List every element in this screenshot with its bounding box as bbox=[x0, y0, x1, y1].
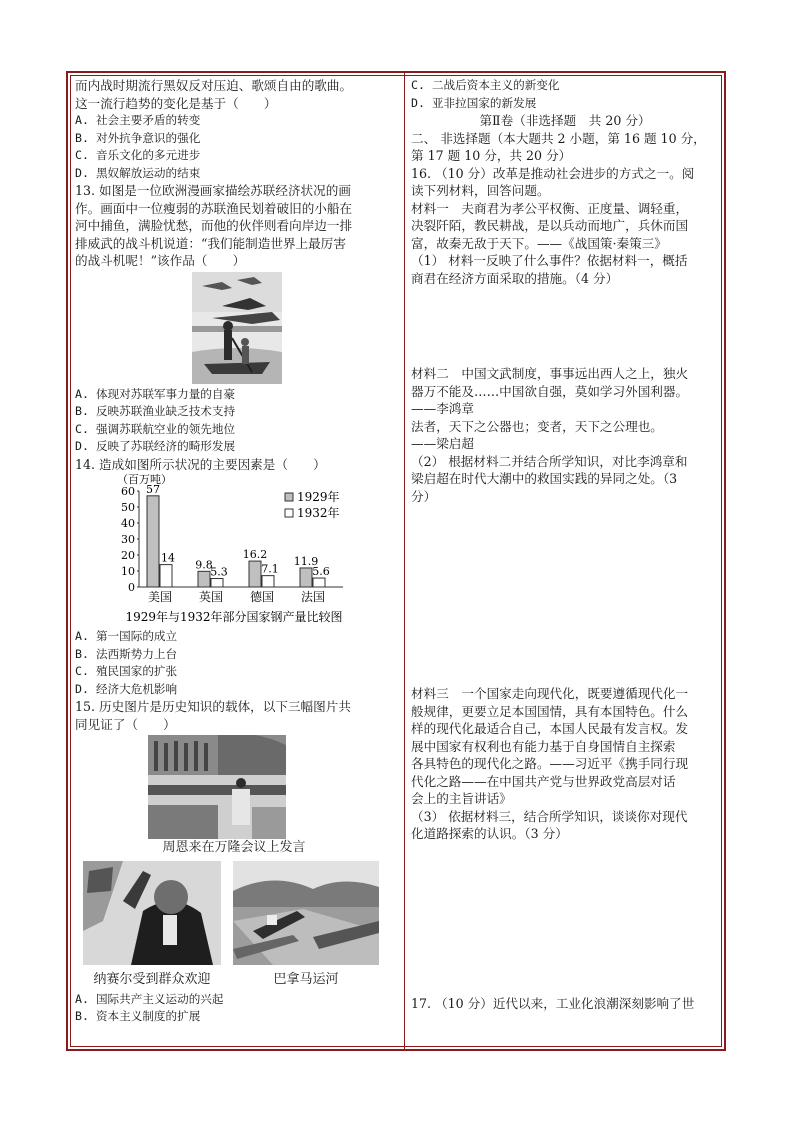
chart-bar bbox=[147, 496, 159, 587]
q16-s2-1: （2） 根据材料二并结合所学知识，对比李鸿章和 bbox=[411, 453, 688, 469]
chart-y-unit: （百万吨） bbox=[117, 473, 172, 486]
answer-space-2[interactable] bbox=[411, 505, 719, 685]
chart-data-label: 5.6 bbox=[312, 565, 330, 579]
q16-m3-1: 材料三 一个国家走向现代化，既要遵循现代化一 bbox=[411, 686, 689, 701]
chart-bar bbox=[211, 579, 223, 587]
q16-s3-1: （3） 依据材料三，结合所学知识，谈谈你对现代 bbox=[411, 808, 688, 824]
q16-s2-2: 梁启超在时代大潮中的救国实践的异同之处。（3 bbox=[411, 471, 678, 486]
steel-output-chart bbox=[75, 473, 393, 628]
answer-space-3[interactable] bbox=[411, 843, 719, 995]
right-column bbox=[411, 77, 719, 1012]
part2-title: 第Ⅱ卷（非选择题 共 20 分） bbox=[479, 113, 651, 128]
q12-option-b[interactable]: B. 对外抗争意识的强化 bbox=[75, 130, 201, 145]
q12-option-d[interactable]: D. 黑奴解放运动的结束 bbox=[75, 165, 201, 180]
chart-x-tick-label: 法国 bbox=[300, 590, 326, 604]
bandung-caption: 周恩来在万隆会议上发言 bbox=[162, 840, 306, 855]
q14-option-d[interactable]: D. 经济大危机影响 bbox=[75, 681, 178, 696]
q16-m1-2: 决裂阡陌，教民耕战，是以兵动而地广，兵休而国 bbox=[411, 218, 689, 233]
q15-option-a[interactable]: A. 国际共产主义运动的兴起 bbox=[75, 991, 224, 1006]
q15-line2: 同见证了（ ） bbox=[75, 716, 176, 732]
q16-m1-1: 材料一 夫商君为孝公平权衡、正度量、调轻重， bbox=[411, 200, 689, 216]
q16-s1-1: （1） 材料一反映了什么事件？依据材料一，概括 bbox=[411, 253, 688, 268]
q14-option-b[interactable]: B. 法西斯势力上台 bbox=[75, 646, 178, 661]
chart-legend-label: 1929年 bbox=[297, 490, 340, 504]
q13-line3: 河中捕鱼，满脸忧愁，而他的伙伴则看向岸边一排 bbox=[75, 218, 353, 233]
nasser-caption: 纳赛尔受到群众欢迎 bbox=[93, 971, 211, 987]
chart-bar bbox=[249, 561, 261, 587]
soviet-cartoon-image bbox=[192, 272, 282, 384]
bandung-conference-photo bbox=[148, 735, 286, 839]
q12-line2: 这一流行趋势的变化是基于（ ） bbox=[75, 95, 277, 111]
q16-intro-1: 16. （10 分）改革是推动社会进步的方式之一。阅 bbox=[411, 165, 695, 181]
answer-space-1[interactable] bbox=[411, 287, 719, 365]
chart-x-tick-label: 美国 bbox=[147, 590, 173, 604]
q14-option-c[interactable]: C. 殖民国家的扩张 bbox=[75, 664, 178, 678]
q16-m1-3: 富，故秦无敌于天下。——《战国策·秦策三》 bbox=[411, 235, 667, 251]
q13-line2: 作。画面中一位瘦弱的苏联渔民划着破旧的小船在 bbox=[75, 200, 353, 216]
q14-option-a[interactable]: A. 第一国际的成立 bbox=[75, 629, 178, 643]
q16-m2-4: 法者，天下之公器也；变者，天下之公理也。 bbox=[411, 418, 663, 434]
chart-bar bbox=[198, 571, 210, 587]
q16-m3-2: 般规律，更要立足本国国情，具有本国特色。什么 bbox=[411, 703, 689, 719]
q16-m3-5: 各具特色的现代化之路。——习近平《携手同行现 bbox=[411, 756, 689, 771]
q16-m3-6: 代化之路——在中国共产党与世界政党高层对话 bbox=[411, 773, 676, 789]
q16-s1-2: 商君在经济方面采取的措施。（4 分） bbox=[411, 270, 619, 286]
q15-option-b[interactable]: B. 资本主义制度的扩展 bbox=[75, 1009, 201, 1023]
q16-m3-4: 展中国家有权利也有能力基于自身国情自主探索 bbox=[411, 738, 676, 754]
q13-line5: 的战斗机呢！”该作品（ ） bbox=[75, 253, 246, 268]
column-divider bbox=[404, 71, 405, 1051]
q16-intro-2: 读下列材料，回答问题。 bbox=[411, 183, 550, 198]
chart-y-tick-label: 10 bbox=[121, 565, 135, 578]
chart-y-tick-label: 60 bbox=[121, 485, 135, 498]
q13-option-d[interactable]: D. 反映了苏联经济的畸形发展 bbox=[75, 439, 236, 453]
chart-x-tick-label: 英国 bbox=[198, 590, 224, 604]
q12-line1: 而内战时期流行黑奴反对压迫、歌颂自由的歌曲。 bbox=[75, 78, 353, 93]
part2-desc-2: 第 17 题 10 分，共 20 分） bbox=[411, 148, 572, 163]
chart-data-label: 14 bbox=[161, 551, 175, 565]
q12-option-a[interactable]: A. 社会主要矛盾的转变 bbox=[75, 113, 201, 127]
chart-title: 1929年与1932年部分国家钢产量比较图 bbox=[125, 610, 343, 624]
q15-line1: 15. 历史图片是历史知识的载体，以下三幅图片共 bbox=[75, 699, 351, 714]
caption-row bbox=[75, 971, 393, 991]
chart-y-tick-label: 40 bbox=[121, 517, 135, 530]
chart-data-label: 57 bbox=[146, 482, 160, 496]
q16-m2-2: 器万不能及……中国欲自强，莫如学习外国利器。 bbox=[411, 383, 689, 399]
left-column bbox=[75, 77, 393, 1026]
chart-bar bbox=[300, 568, 312, 587]
q13-option-b[interactable]: B. 反映苏联渔业缺乏技术支持 bbox=[75, 404, 236, 418]
chart-legend-swatch bbox=[285, 509, 293, 517]
q16-m3-3: 样的现代化最适合自己，本国人民最有发言权。发 bbox=[411, 721, 689, 736]
steel-output-chart-svg bbox=[75, 473, 393, 628]
q13-option-a[interactable]: A. 体现对苏联军事力量的自豪 bbox=[75, 386, 236, 401]
q16-m3-7: 会上的主旨讲话》 bbox=[411, 791, 512, 806]
q16-s3-2: 化道路探索的认识。（3 分） bbox=[411, 826, 568, 841]
chart-data-label: 5.3 bbox=[210, 565, 228, 579]
q16-s2-3: 分） bbox=[411, 488, 437, 504]
q15-option-d[interactable]: D. 亚非拉国家的新发展 bbox=[411, 95, 537, 110]
q16-m2-3: ——李鸿章 bbox=[411, 401, 474, 416]
chart-legend-swatch bbox=[285, 493, 293, 501]
chart-data-label: 11.9 bbox=[293, 554, 319, 568]
chart-y-tick-label: 20 bbox=[121, 549, 135, 562]
chart-y-tick-label: 0 bbox=[128, 581, 135, 594]
chart-x-tick-label: 德国 bbox=[249, 590, 275, 604]
chart-bar bbox=[262, 576, 274, 587]
q12-option-c[interactable]: C. 音乐文化的多元进步 bbox=[75, 148, 201, 162]
q17-stem: 17. （10 分）近代以来，工业化浪潮深刻影响了世 bbox=[411, 995, 695, 1011]
chart-data-label: 9.8 bbox=[195, 558, 213, 572]
chart-bar bbox=[160, 565, 172, 587]
chart-data-label: 16.2 bbox=[242, 548, 268, 562]
q13-line1: 13. 如图是一位欧洲漫画家描绘苏联经济状况的画 bbox=[75, 183, 351, 198]
chart-y-tick-label: 30 bbox=[121, 533, 135, 546]
q16-m2-1: 材料二 中国文武制度，事事远出西人之上，独火 bbox=[411, 366, 689, 381]
q16-m2-5: ——梁启超 bbox=[411, 436, 474, 451]
part2-desc-1: 二、 非选择题（本大题共 2 小题，第 16 题 10 分， bbox=[411, 130, 706, 146]
chart-data-label: 7.1 bbox=[261, 562, 279, 576]
panama-caption: 巴拿马运河 bbox=[273, 971, 339, 987]
q13-line4: 排威武的战斗机说道：“我们能制造世界上最厉害 bbox=[75, 235, 346, 251]
q13-option-c[interactable]: C. 强调苏联航空业的领先地位 bbox=[75, 421, 236, 436]
chart-y-tick-label: 50 bbox=[121, 501, 135, 514]
chart-bar bbox=[313, 578, 325, 587]
panama-canal-photo bbox=[233, 861, 379, 965]
nasser-photo bbox=[83, 861, 221, 965]
q15-option-c[interactable]: C. 二战后资本主义的新变化 bbox=[411, 78, 560, 92]
chart-legend-label: 1932年 bbox=[297, 506, 340, 520]
q14-stem: 14. 造成如图所示状况的主要因素是（ ） bbox=[75, 456, 326, 472]
photo-row bbox=[75, 861, 393, 971]
